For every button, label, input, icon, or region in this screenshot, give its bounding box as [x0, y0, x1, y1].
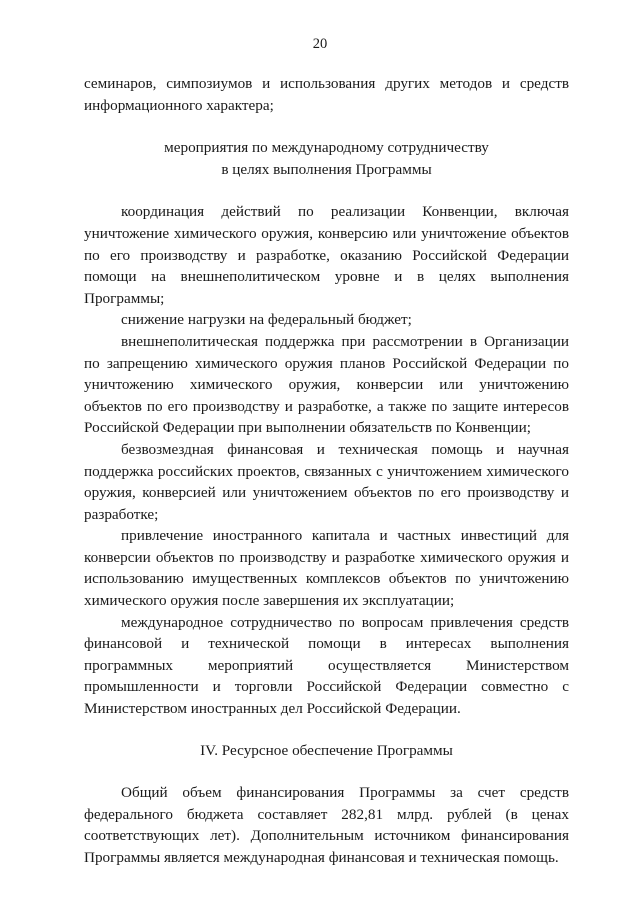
paragraph-international-cooperation: международное сотрудничество по вопросам привлечения средств финансовой и технической помощи в интересах выполнения программных мероприятий осуществляется Министерством промышленности и торговли Российской Федерации совместно с Министерством иностранных дел Российской Федерации. — [84, 613, 569, 718]
section-heading-line-1: мероприятия по международному сотрудничеству — [164, 139, 489, 157]
paragraph-financial-assistance: безвозмездная финансовая и техническая помощь и научная поддержка российских проектов, связанных с уничтожением химического оружия, конверсией или уничтожением объектов по его производству и разработке; — [84, 440, 569, 523]
page-number: 20 — [312, 36, 328, 52]
page-body — [84, 73, 569, 869]
paragraph-funding: Общий объем финансирования Программы за счет средств федерального бюджета составляет 282,81 млрд. рублей (в ценах соответствующих лет). Дополнительным источником финансирования Программы является международная финансовая и техническая помощь. — [84, 784, 569, 866]
chapter-heading: IV. Ресурсное обеспечение Программы — [200, 741, 453, 759]
paragraph-continuation: семинаров, симпозиумов и использования других методов и средств информационного характера; — [84, 75, 569, 114]
paragraph-foreign-policy-support: внешнеполитическая поддержка при рассмотрении в Организации по запрещению химического оружия планов Российской Федерации по уничтожению химического оружия, конверсии или уничтожению объектов по его производству и разработке, а также по защите интересов Российской Федерации при выполнении обязательств по Конвенции; — [84, 332, 569, 437]
section-heading-line-2: в целях выполнения Программы — [221, 160, 432, 178]
paragraph-budget-reduction: снижение нагрузки на федеральный бюджет; — [121, 311, 412, 329]
paragraph-coordination: координация действий по реализации Конвенции, включая уничтожение химического оружия, конверсию или уничтожение объектов по его производству и разработке, оказанию Российской Федерации помощи на внешнеполитическом уровне и в целях выполнения Программы; — [84, 203, 569, 307]
paragraph-foreign-capital: привлечение иностранного капитала и частных инвестиций для конверсии объектов по производству и разработке химического оружия и использованию имущественных комплексов объектов по уничтожению химического оружия после завершения их эксплуатации; — [84, 527, 569, 610]
